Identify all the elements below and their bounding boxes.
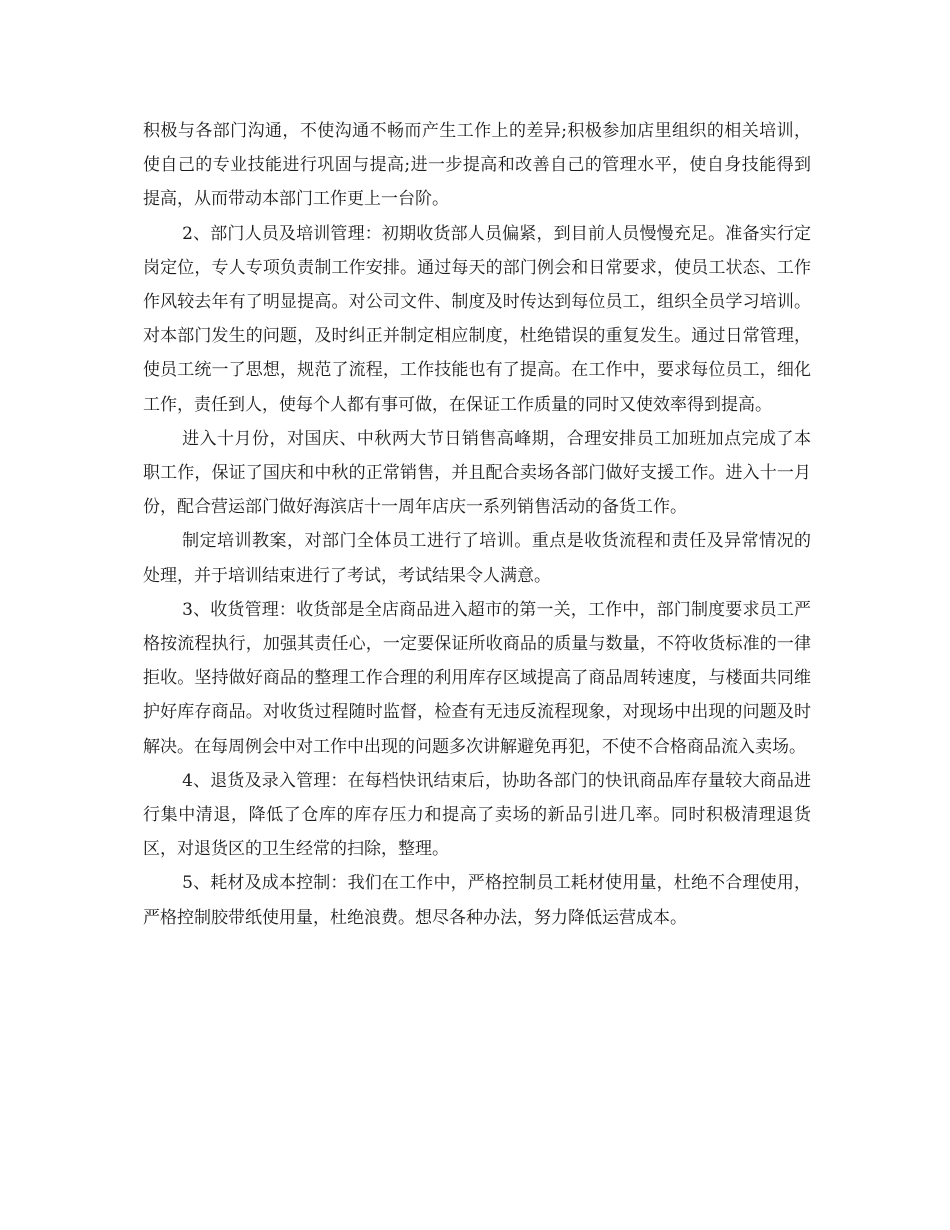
paragraph-returns-management: 4、退货及录入管理：在每档快讯结束后，协助各部门的快讯商品库存量较大商品进行集中清退，降低了仓库的库存压力和提高了卖场的新品引进几率。同时积极清理退货区，对退货区的卫生经常的扫除，整理。 bbox=[143, 770, 811, 860]
document-page bbox=[143, 114, 811, 935]
paragraph-holiday-sales: 进入十月份，对国庆、中秋两大节日销售高峰期，合理安排员工加班加点完成了本职工作，保证了国庆和中秋的正常销售，并且配合卖场各部门做好支援工作。进入十一月份，配合营运部门做好海滨店十一周年店庆一系列销售活动的备货工作。 bbox=[143, 428, 811, 518]
paragraph-receiving-management: 3、收货管理：收货部是全店商品进入超市的第一关，工作中，部门制度要求员工严格按流程执行，加强其责任心，一定要保证所收商品的质量与数量，不符收货标准的一律拒收。坚持做好商品的整理工作合理的利用库存区域提高了商品周转速度，与楼面共同维护好库存商品。对收货过程随时监督，检查有无违反流程现象，对现场中出现的问题及时解决。在每周例会中对工作中出现的问题多次讲解避免再犯，不使不合格商品流入卖场。 bbox=[143, 599, 811, 757]
paragraph-training-plan: 制定培训教案，对部门全体员工进行了培训。重点是收货流程和责任及异常情况的处理，并于培训结束进行了考试，考试结果令人满意。 bbox=[143, 531, 811, 586]
paragraph-staff-training: 2、部门人员及培训管理：初期收货部人员偏紧，到目前人员慢慢充足。准备实行定岗定位，专人专项负责制工作安排。通过每天的部门例会和日常要求，使员工状态、工作作风较去年有了明显提高。对公司文件、制度及时传达到每位员工，组织全员学习培训。对本部门发生的问题，及时纠正并制定相应制度，杜绝错误的重复发生。通过日常管理，使员工统一了思想，规范了流程，工作技能也有了提高。在工作中，要求每位员工，细化工作，责任到人，使每个人都有事可做，在保证工作质量的同时又使效率得到提高。 bbox=[143, 223, 811, 415]
paragraph-continuation: 积极与各部门沟通，不使沟通不畅而产生工作上的差异;积极参加店里组织的相关培训，使自己的专业技能进行巩固与提高;进一步提高和改善自己的管理水平，使自身技能得到提高，从而带动本部门工作更上一台阶。 bbox=[143, 121, 811, 210]
paragraph-cost-control: 5、耗材及成本控制：我们在工作中，严格控制员工耗材使用量，杜绝不合理使用，严格控制胶带纸使用量，杜绝浪费。想尽各种办法，努力降低运营成本。 bbox=[143, 873, 811, 928]
